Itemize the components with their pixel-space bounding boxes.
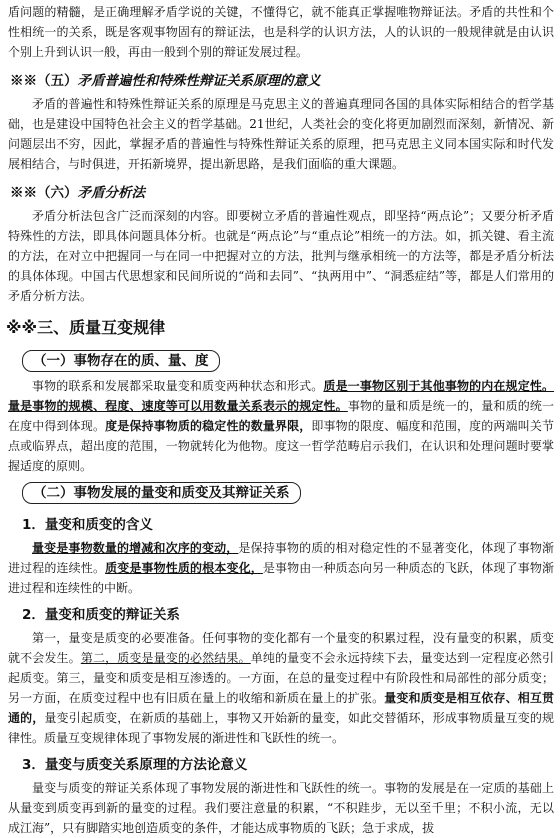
underlined-phrase: 第二，质变是量变的必然结果。: [80, 651, 251, 665]
text-span: 即事物的限度、幅度和范围，度的两端叫关节点或临界点，超出度的范围，一物就转化为他物。度这一哲学范畴启示我们，在认识和处理问题时要掌握适度的原则。: [8, 419, 554, 473]
section-6-paragraph: 矛盾分析法包含广泛而深刻的内容。即要树立矛盾的普遍性观点，即坚持“两点论”；又要分析矛盾特殊性的方法，即具体问题具体分析。也就是“两点论”与“重点论”相统一的方法。如，抓关键、看主流的方法，在对立中把握同一与在同一中把握对立的方法，批判与继承相统一的方法等，都是矛盾分析法的具体体现。中国古代思想家和民间所说的“尚和去同”、“执两用中”、“洞悉症结”等，都是人们常用的矛盾分析方法。: [8, 209, 554, 303]
text-span: 单纯的量变不会永远持续下去，量变达到一定程度必然引起质变。第三，量变和质变是相互渗透的。一方面，在总的量变过程中有阶段性和局部性的部分质变；另一方面，在质变过程中也有旧质在量上的收缩和新质在量上的扩张。: [8, 651, 554, 705]
subsection-2-heading: （二）事物发展的量变和质变及其辩证关系: [22, 482, 301, 504]
subsection-1-paragraph: [0, 376, 560, 476]
section-6-title: 矛盾分析法: [77, 185, 145, 201]
section-5-paragraph: 矛盾的普遍性和特殊性辩证关系的原理是马克思主义的普遍真理同各国的具体实际相结合的哲学基础，也是建设中国特色社会主义的哲学基础。21世纪，人类社会的变化将更加剧烈而深刻，新情况、新问题层出不穷，因此，掌握矛盾的普遍性与特殊性辩证关系的原理，把马克思主义同本国实际和时代发展相结合，与时俱进，开拓新境界，提出新思路，是我们面临的重大课题。: [8, 97, 554, 171]
definition-qualitative-change: 质变是事物性质的根本变化，: [105, 561, 263, 575]
section-6-marker: ※※（六）: [10, 185, 78, 201]
section-5-title: 矛盾普遍性和特殊性辩证关系原理的意义: [77, 73, 321, 89]
subsection-1-heading: （一）事物存在的质、量、度: [22, 350, 220, 372]
section-5-marker: ※※（五）: [10, 73, 78, 89]
point-1-heading: 1．量变和质变的含义: [22, 517, 153, 533]
text-span: 是保持事物的质的相对稳定性的不显著变化，体现了事物渐进过程的连续性。: [8, 541, 554, 575]
definition-quality-quantity: 质是一事物区别于其他事物的内在规定性。量是事物的规模、程度、速度等可以用数量关系表示的规定性。: [8, 379, 554, 413]
point-3-paragraph: 量变与质变的辩证关系体现了事物发展的渐进性和飞跃性的统一。事物的发展是在一定质的基础上从量变到质变再到新的量变的过程。我们要注意量的积累，“不积跬步，无以至千里；不积小流，无以成江海”，只有脚踏实地创造质变的条件，才能达成事物质的飞跃；急于求成，拔: [8, 781, 554, 835]
definition-quantitative-change: 量变是事物数量的增减和次序的变动，: [32, 541, 239, 555]
section-6-heading: [0, 182, 560, 204]
intro-paragraph: 盾问题的精髓，是正确理解矛盾学说的关键，不懂得它，就不能真正掌握唯物辩证法。矛盾的共性和个性相统一的关系，既是客观事物固有的辩证法，也是科学的认识方法，人的认识的一般规律就是由认识个别上升到认识一般，再由一般到个别的辩证发展过程。: [8, 5, 554, 59]
text-span: 第一，量变是质变的必要准备。任何事物的变化都有一个量变的积累过程，没有量变的积累，质变就不会发生。: [8, 631, 554, 665]
point-2-heading: 2．量变和质变的辩证关系: [22, 607, 180, 623]
point-1-paragraph: [0, 538, 560, 598]
text-span: 事物的量和质是统一的，量和质的统一在度中得到体现。: [8, 399, 554, 433]
text-span: 事物的联系和发展都采取量变和质变两种状态和形式。: [32, 379, 324, 393]
section-5-heading: [0, 70, 560, 92]
text-span: 量变引起质变，在新质的基础上，事物又开始新的量变，如此交替循环，形成事物质量互变的规律性。质量互变规律体现了事物发展的渐进性和飞跃性的统一。: [8, 711, 554, 745]
part-3-heading: ※※三、质量互变规律: [6, 318, 166, 337]
point-3-heading: 3．量变与质变关系原理的方法论意义: [22, 757, 248, 773]
point-2-paragraph: [0, 628, 560, 748]
bold-phrase: 量变和质变是相互依存、相互贯通的，: [8, 691, 554, 725]
text-span: 是事物由一种质态向另一种质态的飞跃，体现了事物渐进过程和连续性的中断。: [8, 561, 554, 595]
definition-degree: 度是保持事物质的稳定性的数量界限，: [105, 419, 312, 433]
